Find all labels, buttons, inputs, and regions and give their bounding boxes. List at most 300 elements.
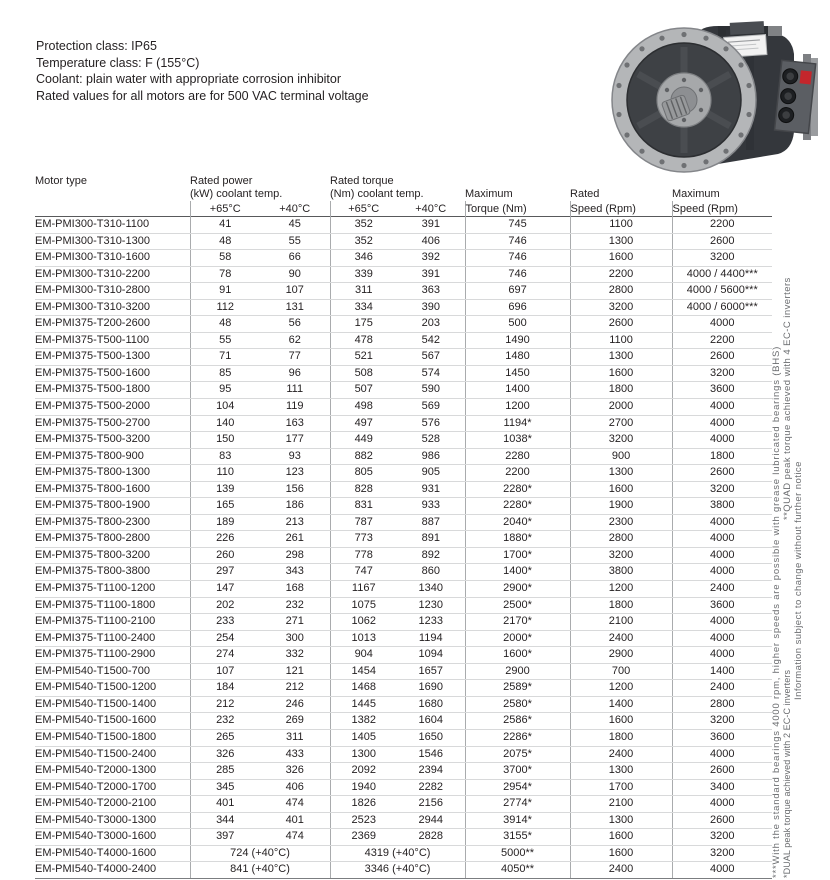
power-65-cell: 107 <box>190 663 260 680</box>
torque-65-cell: 334 <box>330 299 397 316</box>
rated-speed-cell: 1300 <box>570 465 672 482</box>
max-torque-cell: 1600* <box>465 647 570 664</box>
coolant-line: Coolant: plain water with appropriate corrosion inhibitor <box>36 72 342 86</box>
rated-speed-cell: 3200 <box>570 547 672 564</box>
max-torque-cell: 696 <box>465 299 570 316</box>
rated-speed-cell: 1100 <box>570 217 672 234</box>
power-65-cell: 401 <box>190 796 260 813</box>
rated-speed-cell: 2400 <box>570 746 672 763</box>
header-torque-65: +65°C <box>330 201 397 217</box>
power-65-cell: 397 <box>190 829 260 846</box>
max-speed-cell: 2600 <box>672 233 772 250</box>
motor-type-cell: EM-PMI375-T800-900 <box>35 448 190 465</box>
max-speed-cell: 4000 <box>672 399 772 416</box>
max-speed-cell: 1400 <box>672 663 772 680</box>
torque-65-cell: 1167 <box>330 581 397 598</box>
table-row <box>35 862 772 879</box>
torque-65-cell: 882 <box>330 448 397 465</box>
power-40-cell: 212 <box>260 680 330 697</box>
torque-65-cell: 831 <box>330 498 397 515</box>
power-40-cell: 55 <box>260 233 330 250</box>
motor-type-cell: EM-PMI375-T800-1900 <box>35 498 190 515</box>
power-40-cell: 433 <box>260 746 330 763</box>
power-40-cell: 66 <box>260 250 330 267</box>
header-power-unit: (kW) coolant temp. <box>190 188 283 200</box>
motor-type-cell: EM-PMI375-T200-2600 <box>35 316 190 333</box>
header-max-speed-1: Maximum <box>672 188 720 200</box>
torque-40-cell: 567 <box>397 349 465 366</box>
footnote-dual-peak-torque: *DUAL peak torque achieved with 2 EC-C inverters <box>782 669 792 878</box>
motor-type-cell: EM-PMI375-T800-3800 <box>35 564 190 581</box>
power-40-cell: 326 <box>260 763 330 780</box>
max-torque-cell: 746 <box>465 233 570 250</box>
max-torque-cell: 2000* <box>465 630 570 647</box>
max-torque-cell: 2900 <box>465 663 570 680</box>
max-torque-cell: 3914* <box>465 812 570 829</box>
motor-type-cell: EM-PMI300-T310-1300 <box>35 233 190 250</box>
max-torque-cell: 2075* <box>465 746 570 763</box>
max-speed-cell: 3600 <box>672 382 772 399</box>
power-40-cell: 77 <box>260 349 330 366</box>
motor-type-cell: EM-PMI540-T1500-1600 <box>35 713 190 730</box>
motor-type-cell: EM-PMI540-T2000-2100 <box>35 796 190 813</box>
rated-speed-cell: 3200 <box>570 299 672 316</box>
power-65-cell: 140 <box>190 415 260 432</box>
max-speed-cell: 3200 <box>672 365 772 382</box>
max-speed-cell: 3200 <box>672 829 772 846</box>
rated-torque-cell: 4319 (+40°C) <box>330 845 465 862</box>
power-65-cell: 55 <box>190 332 260 349</box>
max-speed-cell: 4000 / 4400*** <box>672 266 772 283</box>
power-65-cell: 254 <box>190 630 260 647</box>
power-65-cell: 326 <box>190 746 260 763</box>
motor-type-cell: EM-PMI540-T2000-1700 <box>35 779 190 796</box>
torque-65-cell: 507 <box>330 382 397 399</box>
motor-type-cell: EM-PMI375-T500-1800 <box>35 382 190 399</box>
motor-type-cell: EM-PMI540-T3000-1300 <box>35 812 190 829</box>
motor-type-cell: EM-PMI375-T500-1600 <box>35 365 190 382</box>
torque-40-cell: 1194 <box>397 630 465 647</box>
table-row <box>35 630 772 647</box>
power-65-cell: 226 <box>190 531 260 548</box>
power-65-cell: 345 <box>190 779 260 796</box>
power-65-cell: 165 <box>190 498 260 515</box>
max-torque-cell: 1490 <box>465 332 570 349</box>
motor-type-cell: EM-PMI540-T4000-2400 <box>35 862 190 879</box>
power-40-cell: 300 <box>260 630 330 647</box>
table-row <box>35 531 772 548</box>
max-torque-cell: 500 <box>465 316 570 333</box>
torque-65-cell: 1405 <box>330 729 397 746</box>
table-row <box>35 448 772 465</box>
power-65-cell: 232 <box>190 713 260 730</box>
torque-65-cell: 339 <box>330 266 397 283</box>
rated-speed-cell: 700 <box>570 663 672 680</box>
header-rated-speed-1: Rated <box>570 188 600 200</box>
power-65-cell: 139 <box>190 481 260 498</box>
rated-speed-cell: 1600 <box>570 829 672 846</box>
torque-40-cell: 1650 <box>397 729 465 746</box>
rated-speed-cell: 2400 <box>570 862 672 879</box>
rated-speed-cell: 1600 <box>570 250 672 267</box>
power-65-cell: 91 <box>190 283 260 300</box>
motor-type-cell: EM-PMI300-T310-2200 <box>35 266 190 283</box>
torque-65-cell: 449 <box>330 432 397 449</box>
table-row <box>35 498 772 515</box>
table-row <box>35 415 772 432</box>
max-torque-cell: 746 <box>465 250 570 267</box>
rated-power-cell: 841 (+40°C) <box>190 862 330 879</box>
power-65-cell: 85 <box>190 365 260 382</box>
power-40-cell: 271 <box>260 614 330 631</box>
header-max-torque-1: Maximum <box>465 188 513 200</box>
max-torque-cell: 1480 <box>465 349 570 366</box>
torque-65-cell: 1940 <box>330 779 397 796</box>
power-65-cell: 233 <box>190 614 260 631</box>
max-torque-cell: 2040* <box>465 514 570 531</box>
table-row <box>35 729 772 746</box>
power-65-cell: 95 <box>190 382 260 399</box>
torque-65-cell: 1382 <box>330 713 397 730</box>
torque-40-cell: 933 <box>397 498 465 515</box>
power-40-cell: 121 <box>260 663 330 680</box>
rated-speed-cell: 3200 <box>570 432 672 449</box>
table-row <box>35 812 772 829</box>
table-row <box>35 250 772 267</box>
rated-speed-cell: 2900 <box>570 647 672 664</box>
torque-65-cell: 828 <box>330 481 397 498</box>
torque-65-cell: 175 <box>330 316 397 333</box>
torque-65-cell: 778 <box>330 547 397 564</box>
power-40-cell: 168 <box>260 581 330 598</box>
torque-65-cell: 787 <box>330 514 397 531</box>
torque-40-cell: 363 <box>397 283 465 300</box>
power-40-cell: 45 <box>260 217 330 234</box>
torque-65-cell: 2369 <box>330 829 397 846</box>
rated-speed-cell: 3800 <box>570 564 672 581</box>
max-torque-cell: 1194* <box>465 415 570 432</box>
table-row <box>35 647 772 664</box>
power-65-cell: 41 <box>190 217 260 234</box>
max-speed-cell: 2600 <box>672 763 772 780</box>
torque-65-cell: 1445 <box>330 696 397 713</box>
footnote-information-notice: Information subject to change without further notice <box>793 461 804 700</box>
power-40-cell: 298 <box>260 547 330 564</box>
rated-speed-cell: 2000 <box>570 399 672 416</box>
motor-type-cell: EM-PMI540-T1500-700 <box>35 663 190 680</box>
rated-speed-cell: 900 <box>570 448 672 465</box>
power-65-cell: 48 <box>190 316 260 333</box>
torque-65-cell: 1300 <box>330 746 397 763</box>
table-row <box>35 283 772 300</box>
torque-65-cell: 1826 <box>330 796 397 813</box>
torque-40-cell: 2282 <box>397 779 465 796</box>
table-row <box>35 432 772 449</box>
torque-65-cell: 352 <box>330 233 397 250</box>
rated-values-line: Rated values for all motors are for 500 VAC terminal voltage <box>36 88 369 103</box>
torque-40-cell: 203 <box>397 316 465 333</box>
torque-40-cell: 1690 <box>397 680 465 697</box>
rated-speed-cell: 1300 <box>570 763 672 780</box>
rated-speed-cell: 1300 <box>570 812 672 829</box>
power-40-cell: 474 <box>260 796 330 813</box>
power-40-cell: 213 <box>260 514 330 531</box>
motor-type-cell: EM-PMI540-T4000-1600 <box>35 845 190 862</box>
max-speed-cell: 4000 <box>672 316 772 333</box>
protection-class-line: Protection class: IP65 <box>36 39 157 53</box>
power-40-cell: 474 <box>260 829 330 846</box>
rated-speed-cell: 2700 <box>570 415 672 432</box>
temperature-class-line: Temperature class: F (155°C) <box>36 55 200 70</box>
motor-type-cell: EM-PMI300-T310-1600 <box>35 250 190 267</box>
torque-40-cell: 905 <box>397 465 465 482</box>
power-65-cell: 184 <box>190 680 260 697</box>
power-40-cell: 401 <box>260 812 330 829</box>
power-40-cell: 93 <box>260 448 330 465</box>
rated-speed-cell: 2300 <box>570 514 672 531</box>
max-torque-cell: 2280 <box>465 448 570 465</box>
power-40-cell: 96 <box>260 365 330 382</box>
power-40-cell: 343 <box>260 564 330 581</box>
torque-65-cell: 805 <box>330 465 397 482</box>
table-row <box>35 564 772 581</box>
power-40-cell: 107 <box>260 283 330 300</box>
max-speed-cell: 3800 <box>672 498 772 515</box>
power-40-cell: 156 <box>260 481 330 498</box>
power-65-cell: 297 <box>190 564 260 581</box>
rated-speed-cell: 1300 <box>570 233 672 250</box>
torque-40-cell: 1604 <box>397 713 465 730</box>
max-speed-cell: 4000 <box>672 531 772 548</box>
rated-speed-cell: 1600 <box>570 481 672 498</box>
torque-65-cell: 2092 <box>330 763 397 780</box>
torque-65-cell: 1468 <box>330 680 397 697</box>
rated-speed-cell: 2100 <box>570 614 672 631</box>
motor-type-cell: EM-PMI375-T500-3200 <box>35 432 190 449</box>
max-speed-cell: 4000 <box>672 630 772 647</box>
power-65-cell: 260 <box>190 547 260 564</box>
table-row <box>35 514 772 531</box>
footnote-quad-peak-torque: **QUAD peak torque achieved with 4 EC-C inverters <box>782 277 793 520</box>
table-row <box>35 680 772 697</box>
motor-type-cell: EM-PMI540-T1500-2400 <box>35 746 190 763</box>
header-power-65: +65°C <box>190 201 260 217</box>
max-speed-cell: 4000 <box>672 415 772 432</box>
table-row <box>35 845 772 862</box>
motor-type-cell: EM-PMI540-T2000-1300 <box>35 763 190 780</box>
torque-40-cell: 528 <box>397 432 465 449</box>
max-torque-cell: 1038* <box>465 432 570 449</box>
table-row <box>35 316 772 333</box>
power-40-cell: 332 <box>260 647 330 664</box>
power-40-cell: 90 <box>260 266 330 283</box>
table-row <box>35 365 772 382</box>
max-torque-cell: 2200 <box>465 465 570 482</box>
rated-speed-cell: 2100 <box>570 796 672 813</box>
motor-type-cell: EM-PMI375-T1100-2900 <box>35 647 190 664</box>
max-speed-cell: 4000 <box>672 547 772 564</box>
max-speed-cell: 3200 <box>672 481 772 498</box>
motor-type-cell: EM-PMI300-T310-1100 <box>35 217 190 234</box>
motor-type-cell: EM-PMI375-T500-1100 <box>35 332 190 349</box>
header-torque-unit: (Nm) coolant temp. <box>330 188 424 200</box>
motor-type-cell: EM-PMI300-T310-2800 <box>35 283 190 300</box>
rated-torque-cell: 3346 (+40°C) <box>330 862 465 879</box>
max-speed-cell: 2400 <box>672 680 772 697</box>
max-torque-cell: 4050** <box>465 862 570 879</box>
max-torque-cell: 2500* <box>465 597 570 614</box>
table-row <box>35 796 772 813</box>
power-40-cell: 123 <box>260 465 330 482</box>
torque-40-cell: 1340 <box>397 581 465 598</box>
motor-type-cell: EM-PMI540-T1500-1400 <box>35 696 190 713</box>
max-speed-cell: 2400 <box>672 581 772 598</box>
rated-speed-cell: 1800 <box>570 597 672 614</box>
rated-speed-cell: 1800 <box>570 729 672 746</box>
power-40-cell: 111 <box>260 382 330 399</box>
power-40-cell: 269 <box>260 713 330 730</box>
torque-65-cell: 521 <box>330 349 397 366</box>
power-40-cell: 311 <box>260 729 330 746</box>
motor-info-block <box>36 38 369 104</box>
motor-type-cell: EM-PMI375-T800-2300 <box>35 514 190 531</box>
max-speed-cell: 3600 <box>672 597 772 614</box>
torque-65-cell: 498 <box>330 399 397 416</box>
max-torque-cell: 3155* <box>465 829 570 846</box>
power-40-cell: 62 <box>260 332 330 349</box>
rated-speed-cell: 1200 <box>570 581 672 598</box>
rated-speed-cell: 2800 <box>570 283 672 300</box>
max-torque-cell: 1200 <box>465 399 570 416</box>
rated-speed-cell: 1600 <box>570 845 672 862</box>
torque-40-cell: 2394 <box>397 763 465 780</box>
torque-65-cell: 1454 <box>330 663 397 680</box>
torque-40-cell: 574 <box>397 365 465 382</box>
motor-type-cell: EM-PMI375-T800-1300 <box>35 465 190 482</box>
max-speed-cell: 4000 / 5600*** <box>672 283 772 300</box>
table-row <box>35 779 772 796</box>
torque-40-cell: 986 <box>397 448 465 465</box>
power-65-cell: 104 <box>190 399 260 416</box>
rated-speed-cell: 1900 <box>570 498 672 515</box>
table-row <box>35 399 772 416</box>
torque-40-cell: 390 <box>397 299 465 316</box>
max-speed-cell: 2600 <box>672 349 772 366</box>
torque-40-cell: 2156 <box>397 796 465 813</box>
motor-type-cell: EM-PMI375-T500-2000 <box>35 399 190 416</box>
power-40-cell: 177 <box>260 432 330 449</box>
max-torque-cell: 2586* <box>465 713 570 730</box>
torque-65-cell: 773 <box>330 531 397 548</box>
max-torque-cell: 1400* <box>465 564 570 581</box>
power-65-cell: 110 <box>190 465 260 482</box>
power-40-cell: 232 <box>260 597 330 614</box>
header-max-speed-2: Speed (Rpm) <box>672 201 772 217</box>
max-torque-cell: 2580* <box>465 696 570 713</box>
table-row <box>35 829 772 846</box>
footnote-standard-bearings: ***With the standard bearings 4000 rpm, higher speeds are possible with grease lubricated bearings (BHS) <box>771 345 782 878</box>
max-speed-cell: 3200 <box>672 845 772 862</box>
power-40-cell: 406 <box>260 779 330 796</box>
max-speed-cell: 1800 <box>672 448 772 465</box>
motor-type-cell: EM-PMI375-T800-3200 <box>35 547 190 564</box>
max-speed-cell: 2200 <box>672 217 772 234</box>
table-row <box>35 332 772 349</box>
torque-40-cell: 542 <box>397 332 465 349</box>
power-65-cell: 189 <box>190 514 260 531</box>
torque-40-cell: 1680 <box>397 696 465 713</box>
rated-speed-cell: 1700 <box>570 779 672 796</box>
table-row <box>35 763 772 780</box>
max-torque-cell: 2280* <box>465 481 570 498</box>
torque-40-cell: 860 <box>397 564 465 581</box>
power-65-cell: 212 <box>190 696 260 713</box>
torque-40-cell: 891 <box>397 531 465 548</box>
table-row <box>35 581 772 598</box>
header-torque-40: +40°C <box>415 203 447 215</box>
motor-type-cell: EM-PMI540-T1500-1800 <box>35 729 190 746</box>
torque-40-cell: 1230 <box>397 597 465 614</box>
max-torque-cell: 2286* <box>465 729 570 746</box>
max-torque-cell: 2280* <box>465 498 570 515</box>
table-row <box>35 746 772 763</box>
header-rated-speed-2: Speed (Rpm) <box>570 201 672 217</box>
power-65-cell: 58 <box>190 250 260 267</box>
table-row <box>35 481 772 498</box>
motor-spec-table <box>35 174 772 879</box>
max-torque-cell: 1880* <box>465 531 570 548</box>
rated-speed-cell: 2200 <box>570 266 672 283</box>
max-torque-cell: 697 <box>465 283 570 300</box>
max-speed-cell: 3400 <box>672 779 772 796</box>
max-speed-cell: 3600 <box>672 729 772 746</box>
power-65-cell: 274 <box>190 647 260 664</box>
motor-type-cell: EM-PMI375-T1100-2400 <box>35 630 190 647</box>
rated-speed-cell: 2400 <box>570 630 672 647</box>
max-torque-cell: 2589* <box>465 680 570 697</box>
max-speed-cell: 4000 <box>672 647 772 664</box>
table-row <box>35 696 772 713</box>
torque-40-cell: 2828 <box>397 829 465 846</box>
power-65-cell: 78 <box>190 266 260 283</box>
torque-65-cell: 311 <box>330 283 397 300</box>
torque-65-cell: 346 <box>330 250 397 267</box>
power-40-cell: 186 <box>260 498 330 515</box>
max-speed-cell: 4000 <box>672 746 772 763</box>
torque-65-cell: 747 <box>330 564 397 581</box>
table-row <box>35 597 772 614</box>
torque-65-cell: 1062 <box>330 614 397 631</box>
power-65-cell: 150 <box>190 432 260 449</box>
power-65-cell: 48 <box>190 233 260 250</box>
max-torque-cell: 745 <box>465 217 570 234</box>
max-torque-cell: 1700* <box>465 547 570 564</box>
max-speed-cell: 2600 <box>672 812 772 829</box>
torque-65-cell: 478 <box>330 332 397 349</box>
table-row <box>35 547 772 564</box>
power-65-cell: 344 <box>190 812 260 829</box>
max-speed-cell: 2600 <box>672 465 772 482</box>
max-speed-cell: 2800 <box>672 696 772 713</box>
motor-type-cell: EM-PMI375-T1100-2100 <box>35 614 190 631</box>
max-torque-cell: 2954* <box>465 779 570 796</box>
max-torque-cell: 2900* <box>465 581 570 598</box>
power-65-cell: 202 <box>190 597 260 614</box>
max-torque-cell: 5000** <box>465 845 570 862</box>
torque-40-cell: 1657 <box>397 663 465 680</box>
rated-speed-cell: 1600 <box>570 365 672 382</box>
motor-photo <box>600 14 820 176</box>
